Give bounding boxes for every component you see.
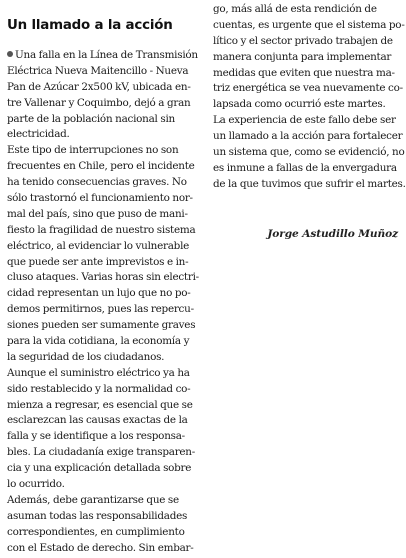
body-line: que puede ser ante imprevistos e in-	[7, 255, 189, 268]
body-line: triz energética se vea nuevamente co-	[213, 82, 403, 95]
article-body-left-column	[7, 48, 207, 557]
body-line: de la que tuvimos que sufrir el martes.	[213, 177, 406, 190]
body-line: lítico y el sector privado trabajen de	[213, 34, 393, 47]
body-line: Pan de Azúcar 2x500 kV, ubicada en-	[7, 80, 191, 93]
body-line: fiesto la fragilidad de nuestro sistema	[7, 223, 196, 236]
body-line: es inmune a fallas de la envergadura	[213, 161, 397, 174]
body-line: esclarezcan las causas exactas de la	[7, 414, 188, 427]
body-line: lapsada como ocurrió este martes.	[213, 98, 386, 111]
article-title: Un llamado a la acción	[7, 18, 173, 33]
body-line: lo ocurrido.	[7, 478, 65, 491]
body-line: un llamado a la acción para fortalecer	[213, 130, 403, 143]
author-signature: Jorge Astudillo Muñoz	[267, 228, 398, 240]
body-line: con el Estado de derecho. Sin embar-	[7, 541, 194, 554]
body-line: Además, debe garantizarse que se	[7, 493, 179, 506]
body-line: electricidad.	[7, 128, 70, 141]
body-line: ha tenido consecuencias graves. No	[7, 176, 187, 189]
body-line: sido restablecido y la normalidad co-	[7, 382, 191, 395]
body-line: mal del país, sino que puso de mani-	[7, 207, 188, 220]
body-line: mienza a regresar, es esencial que se	[7, 398, 193, 411]
body-line: siones pueden ser sumamente graves	[7, 319, 196, 332]
body-line: parte de la población nacional sin	[7, 112, 175, 125]
body-line: cia y una explicación detallada sobre	[7, 462, 192, 475]
body-line: cidad representan un lujo que no po-	[7, 287, 191, 300]
body-line: cluso ataques. Varias horas sin electri-	[7, 271, 199, 284]
body-line: asuman todas las responsabilidades	[7, 509, 188, 522]
body-line: Aunque el suministro eléctrico ya ha	[7, 366, 190, 379]
body-line: correspondientes, en cumplimiento	[7, 525, 185, 538]
body-line: bles. La ciudadanía exige transparen-	[7, 446, 196, 459]
body-line: cuentas, es urgente que el sistema po-	[213, 18, 405, 31]
body-line: falla y se identifique a los responsa-	[7, 430, 185, 443]
body-line: para la vida cotidiana, la economía y	[7, 335, 190, 348]
article-body-right-column	[213, 2, 406, 193]
body-line: go, más allá de esta rendición de	[213, 3, 377, 15]
bullet-icon	[7, 51, 13, 57]
body-line: tre Vallenar y Coquimbo, dejó a gran	[7, 96, 191, 109]
body-line: Eléctrica Nueva Maitencillo - Nueva	[7, 64, 189, 77]
body-line: la seguridad de los ciudadanos.	[7, 350, 165, 363]
body-line: eléctrico, al evidenciar lo vulnerable	[7, 239, 190, 252]
body-line: un sistema que, como se evidenció, no	[213, 146, 405, 159]
body-line: demos permitirnos, pues las repercu-	[7, 303, 194, 316]
body-line: medidas que eviten que nuestra ma-	[213, 66, 395, 79]
body-line: Este tipo de interrupciones no son	[7, 144, 179, 157]
body-line: frecuentes en Chile, pero el incidente	[7, 160, 195, 173]
body-line: sólo trastornó el funcionamiento nor-	[7, 192, 193, 205]
body-line: Una falla en la Línea de Transmisión	[7, 48, 207, 64]
body-line: manera conjunta para implementar	[213, 50, 392, 63]
body-line: La experiencia de este fallo debe ser	[213, 114, 396, 127]
